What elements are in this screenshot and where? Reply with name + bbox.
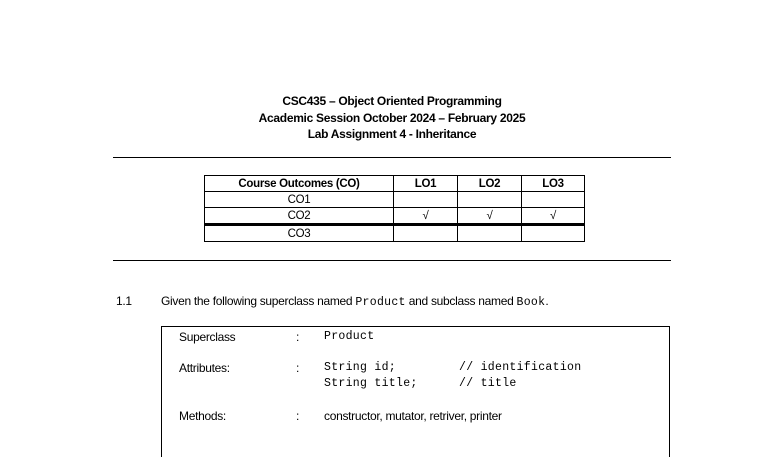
- attribute-comment: // title: [459, 377, 517, 390]
- co-cell: CO1: [205, 192, 394, 208]
- bottom-divider: [113, 260, 671, 261]
- lo2-check: √: [458, 208, 522, 225]
- header-lo2: LO2: [458, 176, 522, 192]
- table-row: [205, 208, 585, 225]
- attribute-comment: // identification: [459, 361, 582, 374]
- lo1-cell: [394, 225, 458, 242]
- document-header: [0, 93, 784, 143]
- lo3-cell: [522, 192, 585, 208]
- superclass-name: Product: [355, 296, 406, 309]
- attribute-declaration: String id;: [324, 361, 397, 374]
- lo3-cell: [522, 225, 585, 242]
- header-course-outcomes: Course Outcomes (CO): [205, 176, 394, 192]
- course-title: CSC435 – Object Oriented Programming: [282, 94, 502, 108]
- top-divider: [113, 157, 671, 158]
- question-text-part: and subclass named: [405, 294, 517, 308]
- question-text-part: Given the following superclass named: [161, 294, 356, 308]
- course-outcomes-table: [204, 175, 585, 242]
- superclass-value: Product: [324, 330, 375, 343]
- superclass-spec-box: [161, 326, 670, 457]
- colon: :: [296, 361, 300, 375]
- methods-label: Methods:: [179, 409, 226, 423]
- table-row: [205, 192, 585, 208]
- table-row: [205, 225, 585, 242]
- colon: :: [296, 409, 300, 423]
- lo3-check: √: [522, 208, 585, 225]
- header-lo3: LO3: [522, 176, 585, 192]
- co-cell: CO2: [205, 208, 394, 225]
- methods-value: constructor, mutator, retriver, printer: [324, 409, 502, 423]
- question-text-part: .: [545, 294, 549, 308]
- assignment-title: Lab Assignment 4 - Inheritance: [307, 127, 477, 141]
- lo2-cell: [458, 225, 522, 242]
- table-header-row: [205, 176, 585, 192]
- question-number: 1.1: [116, 294, 132, 308]
- attribute-declaration: String title;: [324, 377, 418, 390]
- academic-session: Academic Session October 2024 – February 2025: [258, 110, 526, 125]
- lo1-cell: [394, 192, 458, 208]
- co-cell: CO3: [205, 225, 394, 242]
- colon: :: [296, 330, 300, 344]
- header-lo1: LO1: [394, 176, 458, 192]
- question-text: [161, 294, 548, 309]
- lo2-cell: [458, 192, 522, 208]
- lo1-check: √: [394, 208, 458, 225]
- superclass-label: Superclass: [179, 330, 236, 344]
- subclass-name: Book: [516, 296, 546, 309]
- attributes-label: Attributes:: [179, 361, 230, 375]
